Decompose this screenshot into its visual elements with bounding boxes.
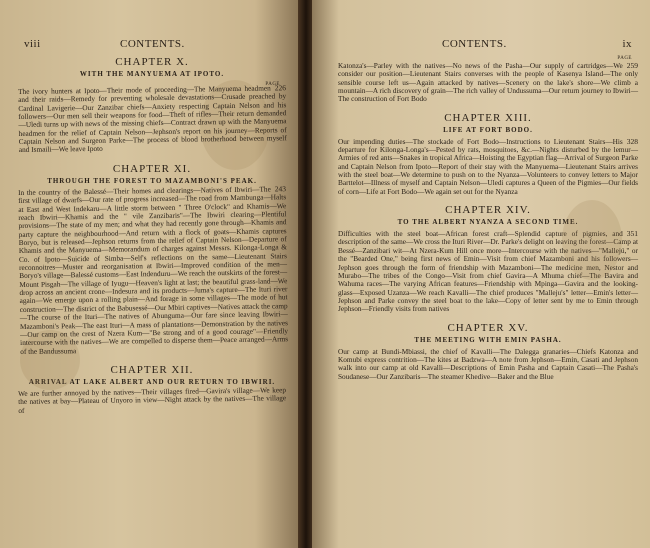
page-number: viii: [24, 38, 41, 50]
page-reference: 351: [626, 229, 638, 239]
summary-text: In the country of the Balessé—Their homes and clearings—Natives of Ibwiri—The first village of dwarfs—Our rate of progress increased—The road from Mambunga—Halts at East and West Indekaru—A little storm between " Three O'clock" and Khamis—We reach Ibwiri—Khamis and the " vile Zanzibaris"—The Ibwiri clearing—Plentiful provisions—The state of my men; and what they had recently gone through—Khamis and party capture the neighbourhood—And return with a flock of goats—Khamis captures Boryo, but is released—Jephson returns from the relief of Captain Nelson—Departure of Khamis and the Manyuema—Memorandum of charges against Messrs. Kilonga-Longa & Co. of Ipoto—Suicide of Simba—Self's reflections on the same—Lieutenant Stairs reconnoitres—Muster and reorganisation at Ibwiri—Improved condition of the men—Boryo's village—Balessé customs—East Indenduru—We reach the outskirts of the forest—Mount Pisgah—The village of Iyugu—Heaven's light at last; the beautiful grass-land—We drop across an ancient crone—Indesura and its products—Juma's capture—The Ituri river again—We emerge upon a rolling plain—And forage in some villages—The mode of hut construction—The district of the Babusessé—Our Mbiri captives—Natives attack the camp—The course of the Ituri—The natives of Abunguma—Our fare since leaving Ibwiri—Mazamboni's Peak—The east Ituri—A mass of plantations—Demonstration by the natives—Our camp on the crest of Nzera Kum—"Be strong and of a good courage"—Friendly intercourse with the natives—We are compelled to disperse them—Peace arranged—Arms of the Bandussuma: [17, 184, 289, 356]
chapter-summary: [338, 230, 638, 313]
chapter-heading: CHAPTER XII.: [110, 363, 194, 376]
summary-text: The ivory hunters at Ipoto—Their mode of proceeding—The Manyuema headmen and their raids—Remedy for preventing wholesale devastations—Crusade preached by Cardinal Lavigerie—Our Zanzibar chiefs—Anxiety respecting Captain Nelson and his followers—Our men sell their weapons for food—Theft of rifles—Their return demanded—Uledi turns up with news of the missing chiefs—Contract drawn up with the Manyuema headmen for the relief of Captain Nelson—Jephson's report on his journey—Reports of Captain Nelson and Surgeon Parke—The process of blood brotherhood between myself and Ismaili—We leave Ipoto: [17, 83, 287, 155]
page-reference: 226: [274, 83, 287, 93]
chapter-summary: [338, 138, 638, 196]
left-page: [0, 0, 300, 548]
chapter-heading: CHAPTER XV.: [447, 321, 529, 334]
page-reference: 243: [274, 184, 287, 194]
chapter-subtitle: LIFE AT FORT BODO.: [443, 125, 533, 134]
summary-text: Katonza's—Parley with the natives—No news of the Pasha—Our supply of cartridges—We consider our position—Lieutenant Stairs converses with the people of Kasenya Island—The only sensible course left us—Again attacked by natives—Scenery on the lake's shore—We climb a mountain—A rich discovery of grain—The rich valley of Undussuma—Our return journey to Ibwiri—The construction of Fort Bodo: [338, 61, 638, 104]
page-column-label: PAGE: [265, 82, 280, 87]
running-title: CONTENTS.: [442, 38, 507, 50]
chapter-summary: [18, 386, 286, 415]
summary-text: Our impending duties—The stockade of Fort Bodo—Instructions to Lieutenant Stairs—His departure for Kilonga-Longa's—Pested by rats, mosquitoes, &c.—Nights disturbed by the lemur—Armies of red ants—Snakes in tropical Africa—Hoisting the Egyptian flag—Arrival of Surgeon Parke and Captain Nelson from Ipoto—Report of their stay with the Manyuema—Lieutenant Stairs arrives with the steel boat—We determine to push on to the Nyanza—Volunteers to convey letters to Major Barttelot—Illness of myself and Captain Nelson—Uledi captures a Queen of the Pigmies—Our fields of corn—Life at Fort Bodo—We again set out for the Nyanza: [338, 136, 638, 196]
summary-text: Difficulties with the steel boat—African forest craft—Splendid capture of pigmies, and description of the same—We cross the Ituri River—Dr. Parke's delight on leaving the forest—Camp at Bessé—Zanzibari wit—At Nzera-Kum Hill once more—Intercourse with the natives—"Mallejú," or the "Bearded One," being first news of Emin—Visit from chief Mazamboni and his followers—Jephson goes through the form of friendship with Mazamboni—The medicine men, Nestor and Murabo—The tribes of the Congo—Visit from chief Gavira—A Mhuma chief—The Bavira and Wahuma races—The varying African features—Friendship with Mpinga—Gavira and the looking-glass—Exposed Uzanza—We reach Kavalli—The chief produces "Malleju's" letter—Emin's letter—Jephson and Parke convey the steel boat to the lake—Copy of letter sent by me to Emin through Jephson—Friendly visits from natives: [338, 229, 638, 314]
left-page-contents: [17, 56, 289, 415]
chapter-subtitle: WITH THE MANYUEMA AT IPOTO.: [79, 70, 225, 78]
summary-text: We are further annoyed by the natives—Their villages fired—Gavira's village—We keep the natives at bay—Plateau of Unyoro in view—Night attack by the natives—The village of: [17, 384, 287, 415]
page-reference: 259: [626, 61, 638, 70]
chapter-summary: [338, 62, 638, 104]
page-number: ix: [622, 38, 632, 50]
chapter-summary: [338, 348, 638, 381]
chapter-subtitle: THROUGH THE FOREST TO MAZAMBONI'S PEAK.: [47, 176, 257, 185]
chapter-heading: CHAPTER XI.: [112, 162, 192, 175]
right-page: [312, 0, 650, 548]
chapter-summary: [18, 185, 288, 356]
chapter-heading: CHAPTER X.: [115, 56, 189, 68]
right-page-contents: [338, 56, 638, 381]
chapter-subtitle: ARRIVAL AT LAKE ALBERT AND OUR RETURN TO IBWIRI.: [28, 377, 276, 386]
chapter-subtitle: TO THE ALBERT NYANZA A SECOND TIME.: [397, 218, 579, 227]
page-column-label: PAGE: [617, 56, 632, 61]
page-reference: 328: [626, 136, 638, 146]
chapter-summary: [18, 84, 287, 154]
summary-text: Our camp at Bundi-Mbiassi, the chief of Kavalli—The Dalegga granaries—Chiefs Katonza and Komubi express contrition—The kites at Badzwa—A note from Jephson—Emin, Casati and Jephson walk into our camp at old Kavalli—Descriptions of Emin Pasha and Captain Casati—The Pasha's Soudanese—Our Zanzibaris—The steamer Khedive—Baker and the Blue: [338, 346, 638, 381]
running-title: CONTENTS.: [120, 38, 185, 50]
chapter-heading: CHAPTER XIV.: [445, 204, 531, 217]
chapter-subtitle: THE MEETING WITH EMIN PASHA.: [414, 335, 562, 344]
chapter-heading: CHAPTER XIII.: [444, 111, 532, 124]
